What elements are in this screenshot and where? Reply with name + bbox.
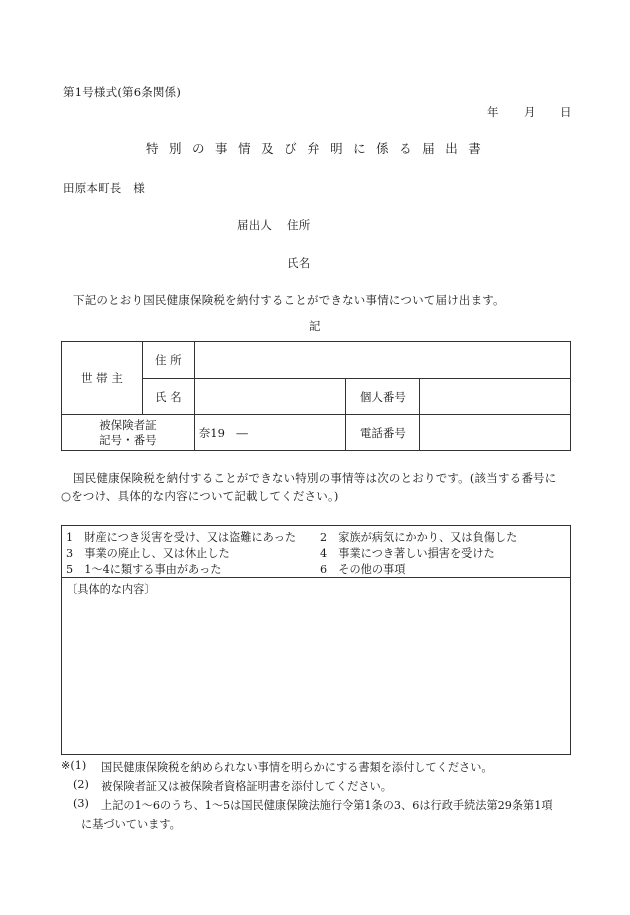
- option-4[interactable]: 4 事業につき著しい損害を受けた: [320, 547, 495, 560]
- form-number: 第1号様式(第6条関係): [63, 85, 182, 99]
- householder-label: 世 帯 主: [62, 342, 143, 415]
- title-char: 事: [215, 141, 228, 156]
- my-number-label: 個人番号: [346, 379, 420, 415]
- title-char: 弁: [307, 141, 320, 156]
- insurance-number-field[interactable]: 奈19 ―: [194, 415, 346, 451]
- option-1[interactable]: 1 財産につき災害を受け、又は盗難にあった: [66, 531, 297, 544]
- title-char: 明: [330, 141, 343, 156]
- details-box[interactable]: [61, 577, 571, 755]
- title-char: 届: [422, 141, 435, 156]
- note-3-continuation: に基づいています。: [81, 818, 181, 831]
- note-3-number: (3): [73, 797, 89, 810]
- option-2[interactable]: 2 家族が病気にかかり、又は負傷した: [320, 531, 518, 544]
- ki-label: 記: [309, 319, 321, 333]
- title-char: の: [192, 141, 205, 156]
- document-title: [146, 139, 491, 157]
- name-field[interactable]: [194, 379, 346, 415]
- note-2-number: (2): [73, 778, 89, 791]
- applicant-label: 届出人: [237, 218, 273, 232]
- applicant-address-label: 住所: [287, 218, 311, 232]
- addressee: 田原本町長 様: [63, 181, 145, 195]
- phone-label: 電話番号: [346, 415, 420, 451]
- address-field[interactable]: [194, 342, 570, 379]
- title-char: る: [399, 141, 412, 156]
- note-2-text: 被保険者証又は被保険者資格証明書を添付してください。: [101, 780, 392, 793]
- date-day-label: 日: [560, 105, 572, 119]
- title-char: 別: [169, 141, 182, 156]
- insurance-label: [62, 415, 195, 451]
- option-6[interactable]: 6 その他の事項: [320, 563, 406, 576]
- details-label: 〔具体的な内容〕: [66, 583, 156, 596]
- option-5[interactable]: 5 1～4に類する事由があった: [66, 563, 222, 576]
- title-char: び: [284, 141, 297, 156]
- insurance-label-line1: 被保険者証: [99, 417, 157, 432]
- title-char: に: [353, 141, 366, 156]
- householder-table: [61, 341, 571, 451]
- name-label: 氏 名: [142, 379, 194, 415]
- title-char: 出: [445, 141, 458, 156]
- applicant-name-label: 氏名: [287, 256, 311, 270]
- title-char: 及: [261, 141, 274, 156]
- title-char: 情: [238, 141, 251, 156]
- date-month-label: 月: [524, 105, 536, 119]
- intro-text: 下記のとおり国民健康保険税を納付することができない事情について届け出ます。: [73, 293, 505, 307]
- note-1-number: ※(1): [61, 759, 87, 772]
- title-char: 係: [376, 141, 389, 156]
- date-year-label: 年: [487, 105, 499, 119]
- instruction-line-2: ○をつけ、具体的な内容について記載してください。): [61, 489, 339, 503]
- note-3-text: 上記の1～6のうち、1～5は国民健康保険法施行令第1条の3、6は行政手続法第29条第1項: [101, 799, 553, 812]
- option-3[interactable]: 3 事業の廃止し、又は休止した: [66, 547, 230, 560]
- note-1-text: 国民健康保険税を納められない事情を明らかにする書類を添付してください。: [101, 761, 493, 774]
- title-char: 特: [146, 141, 159, 156]
- instruction-line-1: 国民健康保険税を納付することができない特別の事情等は次のとおりです。(該当する番号に: [73, 471, 557, 485]
- my-number-field[interactable]: [420, 379, 571, 415]
- insurance-label-line2: 記号・番号: [99, 432, 157, 447]
- title-char: 書: [468, 141, 481, 156]
- address-label: 住 所: [142, 342, 194, 379]
- phone-field[interactable]: [420, 415, 571, 451]
